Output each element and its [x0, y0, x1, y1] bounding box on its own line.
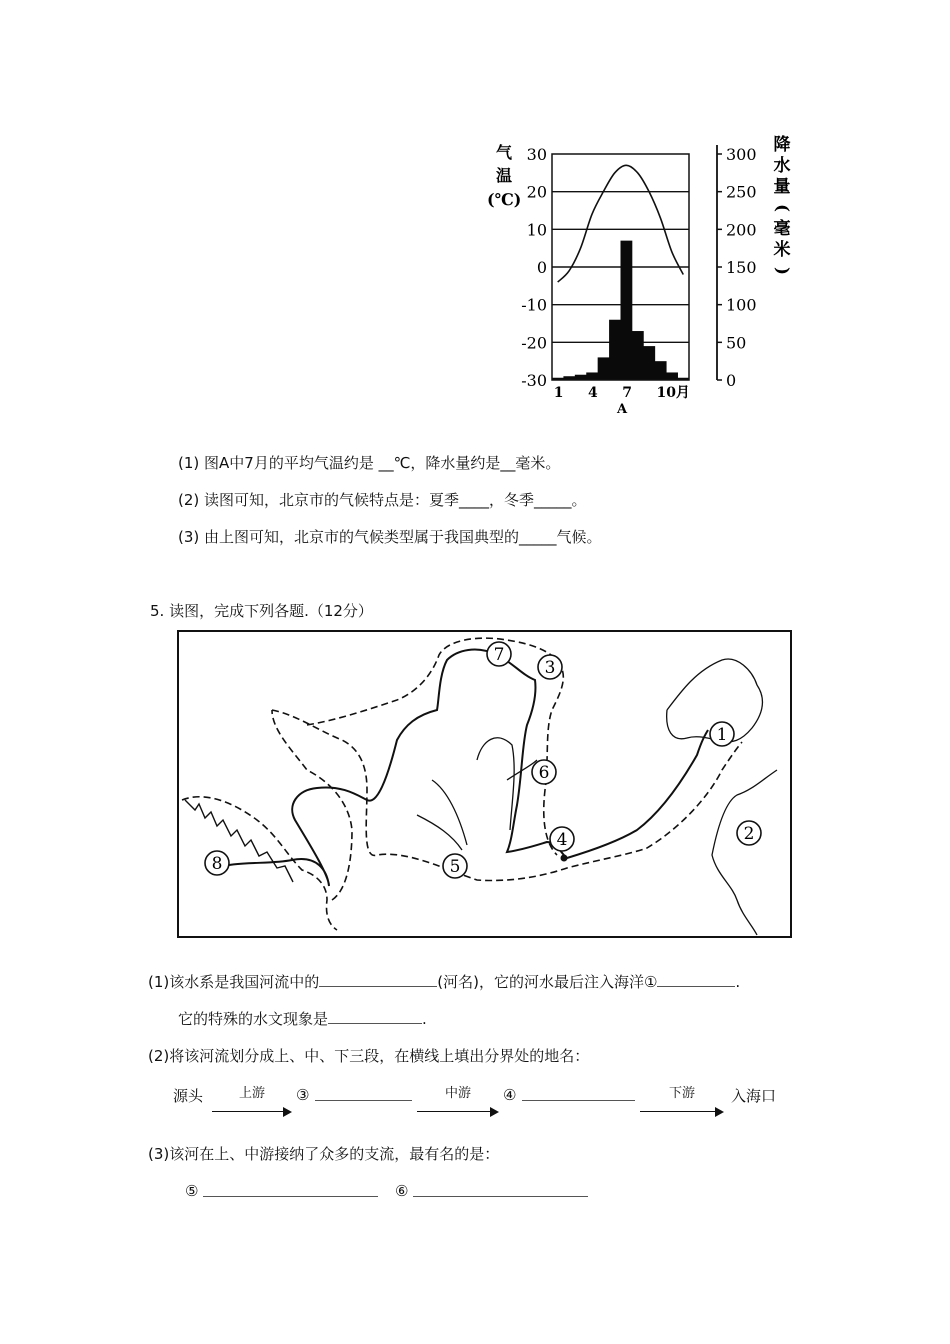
map-label-2: 2: [743, 824, 755, 844]
flow-point-4: ④: [503, 1086, 517, 1104]
map-label-6: 6: [538, 763, 550, 783]
ocean-blank[interactable]: [657, 986, 735, 987]
precip-bar: [575, 375, 587, 380]
q4-part2: (2) 读图可知，北京市的气候特点是：夏季____，冬季_____。: [178, 491, 587, 509]
q4-part1: (1) 图A中7月的平均气温约是 __℃，降水量约是__毫米。: [178, 454, 561, 472]
left-axis-label-char: 温: [496, 166, 513, 185]
point-4-blank[interactable]: [522, 1100, 635, 1101]
left-tick-label: 20: [526, 182, 547, 202]
right-tick-label: 50: [726, 333, 747, 353]
q5-part3: (3)该河在上、中游接纳了众多的支流，最有名的是：: [148, 1145, 500, 1163]
q5-part1-text-b: (河名)，它的河水最后注入海洋①: [437, 973, 658, 991]
right-tick-label: 250: [726, 182, 757, 202]
right-tick-label: 100: [726, 295, 757, 315]
q5-part1-text-c: .: [735, 973, 741, 991]
right-axis-ticks: [717, 145, 757, 390]
precip-bar: [655, 361, 667, 380]
x-tick-label: 4: [587, 385, 598, 401]
left-tick-label: -30: [521, 371, 547, 390]
right-tick-label: 0: [726, 371, 737, 390]
precip-bar: [666, 372, 678, 380]
right-axis-label-char: 水: [773, 156, 791, 176]
right-axis-label-char: 毫: [773, 219, 791, 239]
x-tick-label: 7: [622, 385, 632, 401]
precip-bar: [586, 372, 598, 380]
q5-part2: (2)将该河流划分成上、中、下三段，在横线上填出分界处的地名：: [148, 1047, 590, 1065]
right-tick-label: 300: [726, 145, 757, 164]
yellow-river-map: [177, 630, 793, 940]
map-label-8: 8: [211, 854, 223, 874]
left-tick-label: -20: [521, 333, 547, 353]
precip-bar: [609, 320, 621, 380]
q5-title: 5. 读图，完成下列各题.（12分）: [150, 602, 373, 620]
x-axis-label: A: [617, 402, 628, 417]
lower-reach-arrow: [640, 1086, 724, 1112]
tributary-5-label: ⑤: [185, 1182, 199, 1200]
q5-part1-line2: [178, 1008, 427, 1029]
x-axis-ticks: [554, 385, 690, 401]
precip-bar: [632, 331, 644, 380]
right-axis-label-char: (: [772, 203, 792, 213]
map-label-7: 7: [493, 645, 505, 665]
right-axis-label-char: 量: [773, 177, 791, 197]
q5-part1-text-a: (1)该水系是我国河流中的: [148, 973, 320, 991]
flow-source: 源头: [173, 1087, 204, 1105]
tributary-5-blank[interactable]: [203, 1196, 378, 1197]
q5-part1-line2-end: .: [422, 1010, 427, 1028]
left-tick-label: -10: [521, 295, 547, 315]
point-4-marker: [561, 855, 568, 862]
q5-part1-line2-text: 它的特殊的水文现象是: [178, 1010, 329, 1028]
q5-part1-line1: [148, 971, 740, 992]
map-label-4: 4: [556, 830, 568, 850]
river-name-blank[interactable]: [319, 986, 437, 987]
point-3-blank[interactable]: [315, 1100, 412, 1101]
left-axis-ticks: [521, 145, 547, 390]
lower-reach-label: 下游: [668, 1086, 695, 1101]
hydrology-blank[interactable]: [328, 1023, 422, 1024]
precip-bar: [598, 357, 610, 380]
middle-reach-arrow: [417, 1086, 499, 1112]
right-axis-label-char: 降: [773, 135, 791, 155]
map-label-3: 3: [544, 658, 556, 678]
x-tick-label: 10月: [656, 385, 690, 401]
left-tick-label: 0: [536, 258, 547, 277]
q4-part3: (3) 由上图可知，北京市的气候类型属于我国典型的_____气候。: [178, 528, 602, 546]
right-axis-label: [772, 134, 792, 275]
left-axis-label-char: (℃): [487, 190, 522, 209]
climate-chart: [480, 128, 810, 423]
left-axis-label-char: 气: [496, 143, 513, 162]
right-axis-label-char: 米: [773, 240, 791, 260]
precip-bar: [643, 346, 655, 380]
precipitation-bars: [552, 241, 689, 380]
tributary-6-label: ⑥: [395, 1182, 409, 1200]
precip-bar: [621, 241, 633, 380]
upper-reach-arrow: [212, 1086, 292, 1112]
flow-mouth: 入海口: [731, 1087, 777, 1105]
upper-reach-label: 上游: [238, 1086, 265, 1101]
left-axis-label: [487, 143, 521, 209]
tributary-6-blank[interactable]: [413, 1196, 588, 1197]
x-tick-label: 1: [553, 385, 564, 401]
map-label-5: 5: [449, 857, 461, 877]
left-tick-label: 30: [526, 145, 547, 164]
map-label-1: 1: [716, 725, 728, 745]
middle-reach-label: 中游: [444, 1086, 471, 1101]
right-tick-label: 150: [726, 258, 757, 277]
flow-point-3: ③: [296, 1086, 310, 1104]
right-axis-label-char: ): [772, 266, 792, 276]
right-tick-label: 200: [726, 220, 757, 240]
left-tick-label: 10: [526, 220, 547, 240]
